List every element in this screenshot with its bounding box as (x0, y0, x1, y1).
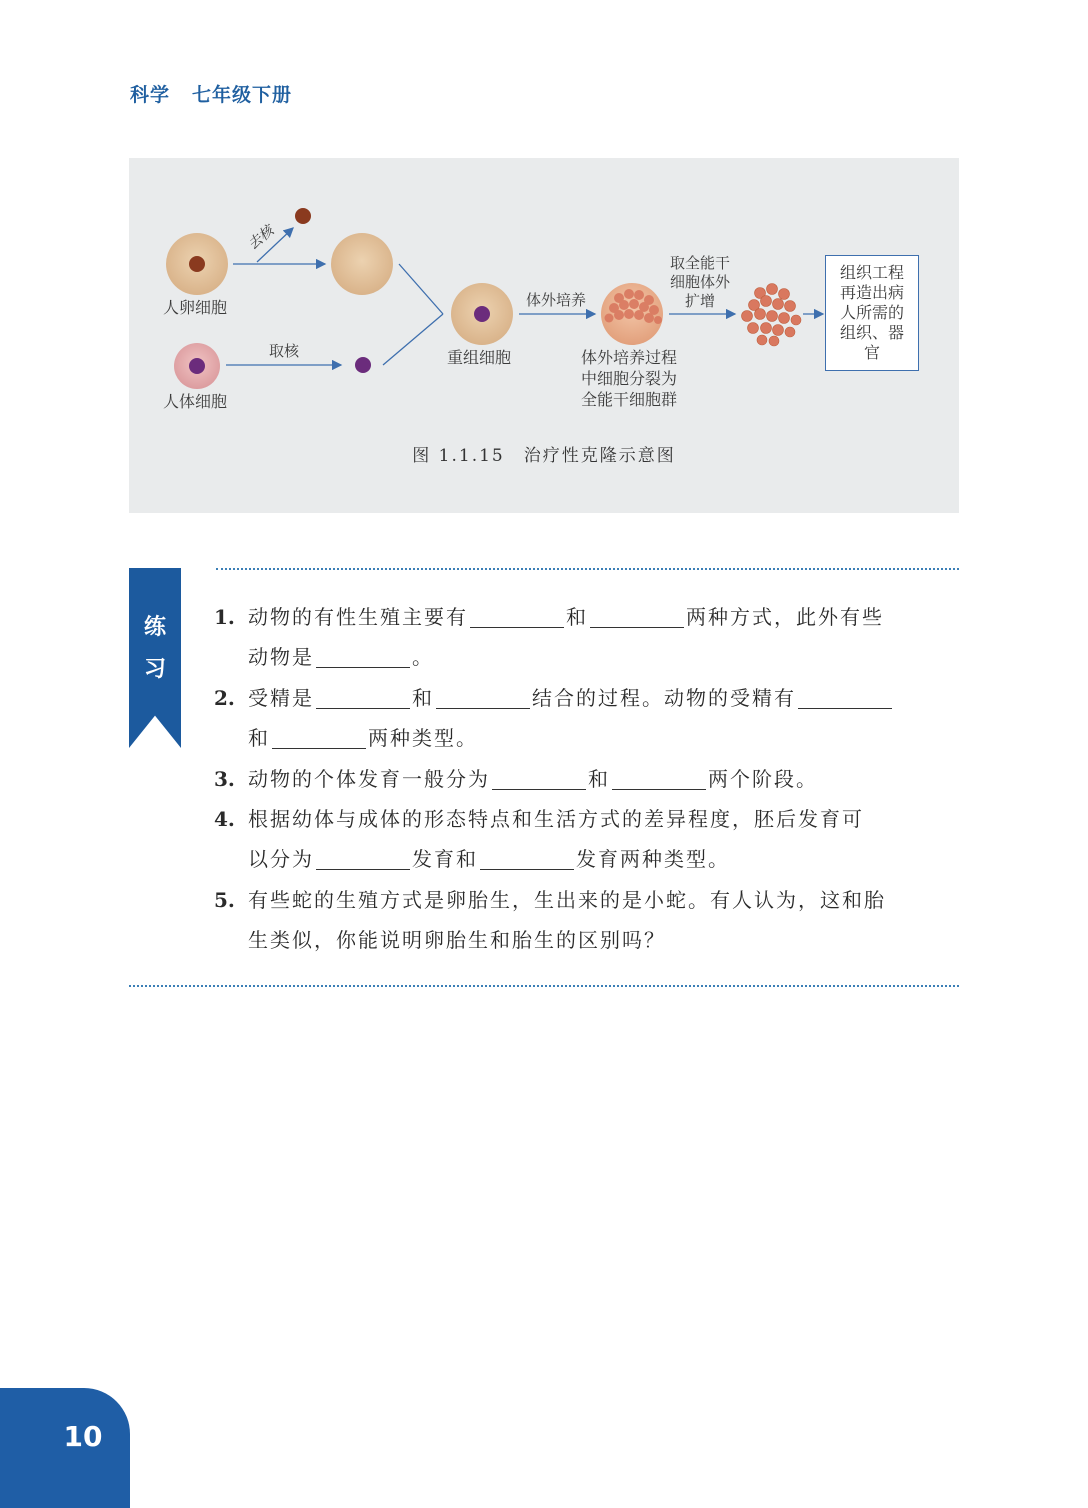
blank[interactable] (492, 765, 586, 790)
top-dotted-divider (216, 568, 959, 570)
enucleated-egg (331, 233, 393, 295)
blank[interactable] (316, 845, 410, 870)
label-culture: 体外培养 (526, 291, 587, 309)
label-process-2: 中细胞分裂为 (581, 369, 678, 388)
label-egg-cell: 人卵细胞 (163, 298, 228, 317)
subject-title: 科学 (130, 84, 171, 106)
label-body-cell: 人体细胞 (163, 392, 228, 411)
blank[interactable] (480, 845, 574, 870)
label-stem-3: 扩增 (685, 292, 716, 310)
label-process-3: 全能干细胞群 (581, 390, 678, 409)
exercise-tab-char-1: 练 (143, 615, 166, 640)
blank[interactable] (436, 684, 530, 709)
blank[interactable] (272, 724, 366, 749)
result-line-4: 组织、器 (839, 323, 904, 342)
question-5: 5. 有些蛇的生殖方式是卵胎生，生出来的是小蛇。有人认为，这和胎 生类似，你能说明卵胎生和胎生的区别吗？ (214, 880, 886, 960)
removed-nucleus (295, 208, 311, 224)
page-number: 10 (63, 1420, 103, 1453)
extracted-nucleus (355, 357, 371, 373)
blank[interactable] (590, 603, 684, 628)
blank[interactable] (470, 603, 564, 628)
figure-therapeutic-cloning (129, 158, 959, 513)
blank[interactable] (316, 643, 410, 668)
blank[interactable] (798, 684, 892, 709)
question-number: 2. (214, 686, 235, 710)
label-recombinant-cell: 重组细胞 (447, 348, 512, 367)
result-line-1: 组织工程 (839, 263, 904, 282)
figure-caption: 图 1.1.15 治疗性克隆示意图 (412, 446, 676, 466)
label-process-1: 体外培养过程 (581, 348, 678, 367)
blank[interactable] (316, 684, 410, 709)
blank[interactable] (612, 765, 706, 790)
label-stem-1: 取全能干 (670, 254, 731, 272)
label-enucleate: 去核 (245, 222, 277, 254)
exercise-tab-char-2: 习 (143, 657, 166, 682)
grade-title: 七年级下册 (192, 84, 293, 106)
expanded-cells (742, 284, 802, 347)
page-header (130, 80, 292, 107)
result-box (825, 255, 919, 371)
question-number: 1. (214, 605, 235, 629)
recombinant-nucleus (474, 306, 490, 322)
question-number: 5. (214, 888, 235, 912)
question-number: 4. (214, 807, 235, 831)
result-line-2: 再造出病 (839, 283, 904, 302)
label-take-nucleus: 取核 (269, 342, 300, 360)
result-line-5: 官 (863, 343, 880, 362)
egg-nucleus (189, 256, 205, 272)
question-number: 3. (214, 767, 235, 791)
body-cell-nucleus (189, 358, 205, 374)
label-stem-2: 细胞体外 (670, 273, 731, 291)
question-3: 3. 动物的个体发育一般分为 和 两个阶段。 (214, 759, 818, 799)
question-1: 1. 动物的有性生殖主要有 和 两种方式，此外有些 动物是 。 (214, 597, 884, 677)
question-2: 2. 受精是 和 结合的过程。动物的受精有 和 两种类型。 (214, 678, 894, 758)
result-line-3: 人所需的 (839, 303, 904, 322)
question-4: 4. 根据幼体与成体的形态特点和生活方式的差异程度，胚后发育可 以分为 发育和 发育两种类型。 (214, 799, 864, 879)
bottom-dotted-divider (129, 985, 959, 987)
